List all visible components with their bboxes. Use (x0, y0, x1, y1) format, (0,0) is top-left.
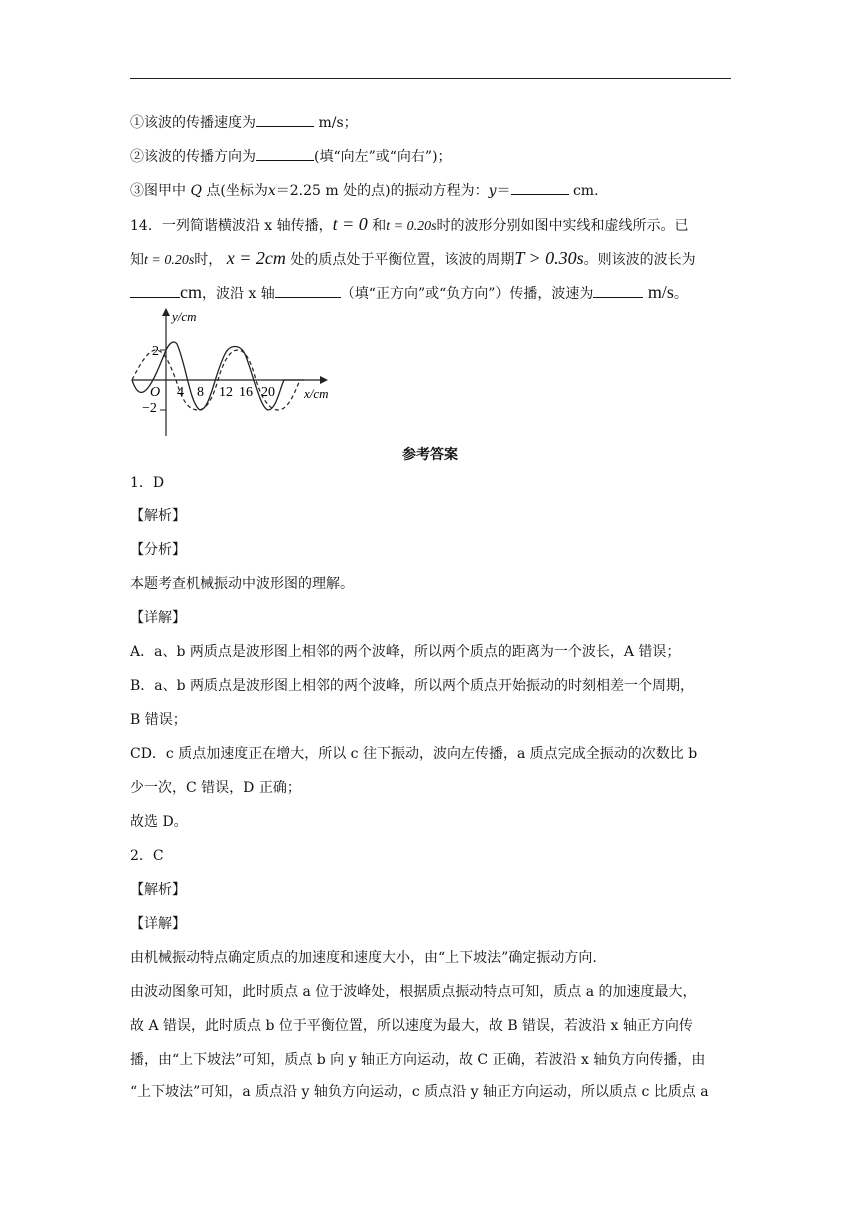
q14-line2 (130, 248, 696, 271)
answer-2-text-2: 由波动图象可知，此时质点 a 位于波峰处，根据质点振动特点可知，质点 a 的加速度最大， (130, 984, 697, 1000)
q14-line3-end: 。 (673, 286, 688, 302)
x-axis-arrow (320, 376, 328, 384)
answer-1-option-a: A．a、b 两质点是波形图上相邻的两个波峰，所以两个质点的距离为一个波长，A 错误； (130, 644, 681, 660)
answer-blank (511, 180, 569, 195)
answer-1-option-b-line2: B 错误； (130, 712, 187, 728)
q14-line1-text-a: 14．一列简谐横波沿 x 轴传播， (130, 218, 333, 234)
y-axis-arrow (162, 308, 170, 316)
answer-2: 2．C (130, 848, 164, 864)
answer-1-fenxi-text: 本题考查机械振动中波形图的理解。 (130, 576, 354, 592)
header-rule (130, 78, 731, 79)
x-tick-20: 20 (261, 385, 275, 400)
answer-blank (593, 283, 643, 298)
q14-line2-text-a: 知 (130, 252, 144, 268)
q13-item3-text-c: ＝2.25 m 处的点)的振动方程为： (275, 183, 489, 199)
x-tick-origin: O (150, 385, 161, 400)
q14-line3-text-b: （填“正方向”或“负方向”）传播，波速为 (340, 286, 594, 302)
answer-2-text-1: 由机械振动特点确定质点的加速度和速度大小，由“上下坡法”确定振动方向. (130, 950, 597, 966)
q14-line1-text-c: 时的波形分别如图中实线和虚线所示。已 (436, 218, 689, 234)
q13-item1 (130, 112, 358, 133)
answer-blank (130, 283, 180, 298)
q14-line1 (130, 214, 689, 237)
answer-1-jiexi: 【解析】 (130, 508, 186, 524)
answer-blank (256, 146, 314, 161)
y-axis-label: y/cm (172, 309, 197, 324)
q14-x: x = 2cm (226, 248, 286, 268)
q14-cm: cm (180, 282, 202, 302)
answer-blank (275, 283, 341, 298)
q14-t1: t = 0.20s (386, 219, 437, 234)
answer-1-option-b-line1: B．a、b 两质点是波形图上相邻的两个波峰，所以两个质点开始振动的时刻相差一个周期， (130, 678, 695, 694)
q14-line2-text-c: 处的质点处于平衡位置，该波的周期 (290, 252, 515, 268)
q13-item3 (130, 180, 599, 201)
q13-item3-text-d: ＝ (496, 183, 511, 199)
q14-line2-text-d: 。则该波的波长为 (583, 252, 696, 268)
answer-2-text-4: 播，由“上下坡法”可知，质点 b 向 y 轴正方向运动，故 C 正确，若波沿 x 轴负方向传播，由 (130, 1052, 706, 1068)
x-tick-12: 12 (219, 385, 233, 400)
q14-line2-text-b: 时， (194, 252, 223, 268)
q14-t0: t = 0 (332, 214, 368, 234)
q14-line3-text-a: ，波沿 x 轴 (202, 286, 275, 302)
x-axis-label: x/cm (304, 386, 329, 401)
q13-item3-x: x (267, 183, 276, 199)
q13-item2-text: ②该波的传播方向为 (130, 149, 256, 165)
x-tick-8: 8 (197, 385, 204, 400)
q14-line3 (130, 282, 688, 304)
q13-item3-y: y (488, 183, 497, 199)
q13-item3-text-b: 点(坐标为 (206, 183, 268, 199)
answer-1-conclusion: 故选 D。 (130, 814, 188, 830)
q13-item3-text-a: ③图甲中 (130, 183, 186, 199)
q14-line1-text-b: 和 (372, 218, 387, 234)
wave-figure (128, 304, 348, 440)
q14-unit: m/s (647, 282, 674, 302)
q14-T: T > 0.30s (514, 248, 584, 268)
answer-2-text-5: “上下坡法”可知，a 质点沿 y 轴负方向运动，c 质点沿 y 轴正方向运动，所以质点 c 比质点 a (130, 1084, 709, 1100)
q14-t: t = 0.20s (144, 253, 195, 268)
x-tick-16: 16 (239, 385, 253, 400)
q13-item3-unit: cm. (572, 183, 599, 199)
q13-item2-suffix: (填“向左”或“向右”)； (314, 149, 452, 165)
y-tick-neg2: −2 (142, 401, 157, 416)
answers-heading: 参考答案 (402, 447, 458, 463)
answer-1-xiangjie: 【详解】 (130, 610, 186, 626)
answer-2-text-3: 故 A 错误，此时质点 b 位于平衡位置，所以速度为最大，故 B 错误，若波沿 x 轴正方向传 (130, 1018, 693, 1034)
q13-item2 (130, 146, 452, 167)
y-tick-2: 2 (152, 344, 159, 359)
q13-item1-text: ①该波的传播速度为 (130, 115, 256, 131)
q13-item1-unit: m/s； (318, 115, 358, 131)
answer-1-option-cd-line2: 少一次，C 错误，D 正确； (130, 780, 301, 796)
answer-1-fenxi: 【分析】 (130, 542, 186, 558)
x-tick-4: 4 (177, 385, 184, 400)
answer-1-option-cd-line1: CD．c 质点加速度正在增大，所以 c 往下振动，波向左传播，a 质点完成全振动的次数比 b (130, 746, 698, 762)
answer-1: 1．D (130, 475, 165, 491)
answer-2-xiangjie: 【详解】 (130, 916, 186, 932)
answer-2-jiexi: 【解析】 (130, 882, 186, 898)
q13-item3-q: Q (190, 183, 202, 199)
answer-blank (256, 112, 314, 127)
